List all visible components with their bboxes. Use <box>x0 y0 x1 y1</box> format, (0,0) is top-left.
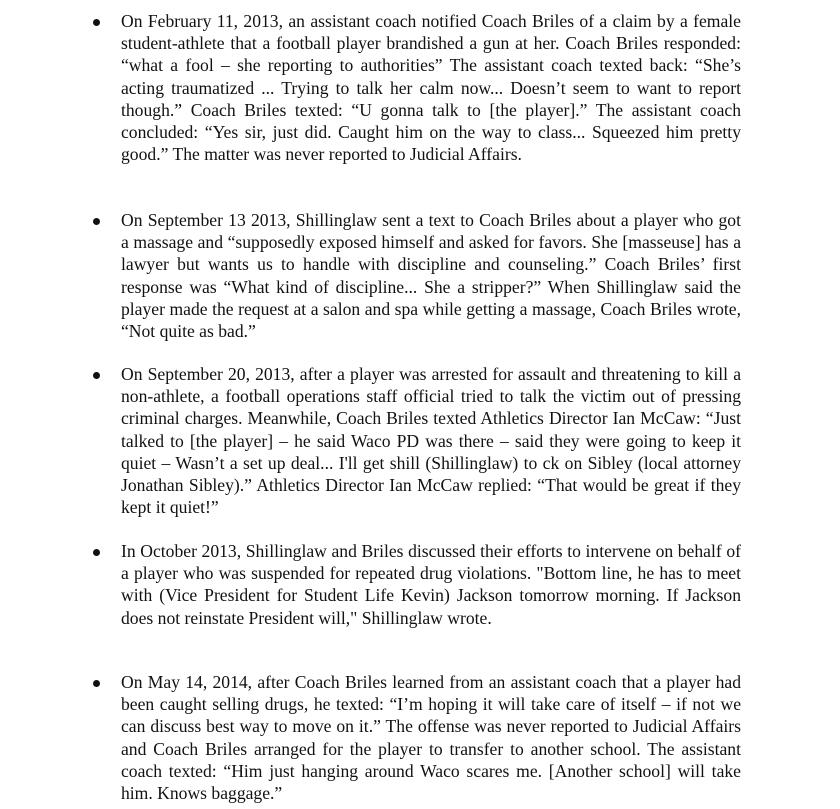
bullet-point-icon <box>93 218 100 225</box>
bullet-text: In October 2013, Shillinglaw and Briles discussed their efforts to intervene on behalf of a player who was suspended for repeated drug violations. "Bottom line, he has to meet with (Vice President for Student Life Kevin) Jackson tomorrow morning. If Jackson does not reinstate President will," Shillinglaw wrote. <box>121 541 741 628</box>
bullet-text: On September 20, 2013, after a player was arrested for assault and threatening to kill a non-athlete, a football operations staff official tried to talk the victim out of pressing criminal charges. Meanwhile, Coach Briles texted Athletics Director Ian McCaw: “Just talked to [the player] – he said Waco PD was there – said they were going to keep it quiet – Wasn’t a set up deal... I'll get shill (Shillinglaw) to ck on Sibley (local attorney Jonathan Sibley).” Athletics Director Ian McCaw replied: “That would be great if they kept it quiet!” <box>121 364 741 518</box>
bullet-text: On May 14, 2014, after Coach Briles learned from an assistant coach that a player had been caught selling drugs, he texted: “I’m hoping it will take care of itself – if not we can discuss best way to move on it.” The offense was never reported to Judicial Affairs and Coach Briles arranged for the player to transfer to another school. The assistant coach texted: “Him just hanging around Waco scares me. [Another school] will take him. Knows baggage.” <box>121 672 741 804</box>
bullet-text: On September 13 2013, Shillinglaw sent a text to Coach Briles about a player who got a massage and “supposedly exposed himself and asked for favors. She [masseuse] has a lawyer but wants us to handle with discipline and counseling.” Coach Briles’ first response was “What kind of discipline... She a stripper?” When Shillinglaw said the player made the request at a salon and spa while getting a massage, Coach Briles wrote, “Not quite as bad.” <box>121 210 741 342</box>
bullet-text: On February 11, 2013, an assistant coach notified Coach Briles of a claim by a female student-athlete that a football player brandished a gun at her. Coach Briles responded: “what a fool – she reporting to authorities” The assistant coach texted back: “She’s acting traumatized ... Trying to talk her calm now... Doesn’t seem to want to report though.” Coach Briles texted: “U gonna talk to [the player].” The assistant coach concluded: “Yes sir, just did. Caught him on the way to class... Squeezed him pretty good.” The matter was never reported to Judicial Affairs. <box>121 11 741 165</box>
bullet-point-icon <box>93 680 100 687</box>
bullet-point-icon <box>93 549 100 556</box>
bullet-point-icon <box>93 372 100 379</box>
bullet-point-icon <box>93 19 100 26</box>
